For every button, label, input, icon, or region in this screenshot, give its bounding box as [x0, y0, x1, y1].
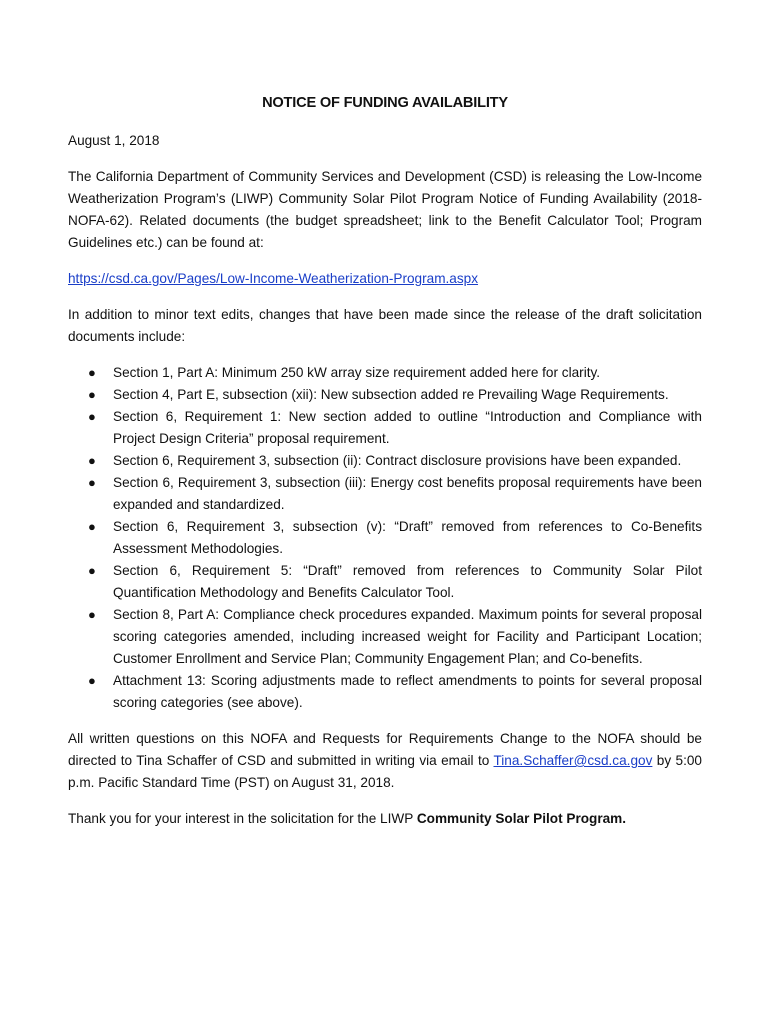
list-item-text: Section 6, Requirement 1: New section added to outline “Introduction and Compliance with Project Design Criteria” proposal requirement.	[113, 409, 702, 446]
list-item	[68, 450, 702, 472]
closing-text-before: All written questions on this NOFA and Requests for Requirements Change to the NOFA should be directed to Tina Schaffer of CSD and submitted in writing via email to	[68, 731, 702, 768]
bullet-icon: ●	[88, 387, 96, 402]
closing-paragraph	[68, 728, 702, 794]
list-item-text: Section 6, Requirement 3, subsection (iii): Energy cost benefits proposal requirements have been expanded and standardized.	[113, 475, 702, 512]
bullet-icon: ●	[88, 607, 96, 622]
list-item-text: Section 6, Requirement 3, subsection (v): “Draft” removed from references to Co-Benefits Assessment Methodologies.	[113, 519, 702, 556]
program-name: Community Solar Pilot Program.	[416, 811, 627, 826]
list-item	[68, 384, 702, 406]
link-paragraph	[68, 268, 702, 290]
list-item-text: Section 8, Part A: Compliance check procedures expanded. Maximum points for several proposal scoring categories amended, including increased weight for Facility and Participant Location; Customer Enrollment and Service Plan; Community Engagement Plan; and Co-benefits.	[113, 607, 702, 666]
list-item	[68, 560, 702, 604]
list-item-text: Section 6, Requirement 3, subsection (ii): Contract disclosure provisions have been expanded.	[113, 453, 682, 468]
document-date: August 1, 2018	[68, 133, 160, 148]
bullet-icon: ●	[88, 519, 96, 534]
bullet-icon: ●	[88, 453, 96, 468]
changes-list	[68, 362, 702, 714]
bullet-icon: ●	[88, 365, 96, 380]
thanks-paragraph	[68, 808, 702, 830]
changes-intro-paragraph: In addition to minor text edits, changes that have been made since the release of the draft solicitation documents include:	[68, 307, 702, 344]
bullet-icon: ●	[88, 409, 96, 424]
list-item	[68, 604, 702, 670]
intro-paragraph: The California Department of Community Services and Development (CSD) is releasing the Low-Income Weatherization Program’s (LIWP) Community Solar Pilot Program Notice of Funding Availability (2018-NOFA-62). Related documents (the budget spreadsheet; link to the Benefit Calculator Tool; Program Guidelines etc.) can be found at:	[68, 169, 702, 250]
list-item	[68, 670, 702, 714]
bullet-icon: ●	[88, 475, 96, 490]
list-item-text: Section 1, Part A: Minimum 250 kW array size requirement added here for clarity.	[113, 365, 601, 380]
bullet-icon: ●	[88, 563, 96, 578]
thanks-text: Thank you for your interest in the solicitation for the LIWP	[68, 811, 417, 826]
closing-text-after: by 5:00 p.m. Pacific Standard Time (PST) on August 31, 2018.	[68, 753, 702, 790]
list-item	[68, 516, 702, 560]
list-item	[68, 472, 702, 516]
document-title: NOTICE OF FUNDING AVAILABILITY	[262, 95, 508, 111]
program-page-link[interactable]: https://csd.ca.gov/Pages/Low-Income-Weatherization-Program.aspx	[68, 271, 479, 286]
list-item-text: Section 4, Part E, subsection (xii): New subsection added re Prevailing Wage Requirements.	[113, 387, 669, 402]
list-item-text: Attachment 13: Scoring adjustments made to reflect amendments to points for several proposal scoring categories (see above).	[113, 673, 702, 710]
document-page	[68, 92, 702, 830]
email-link[interactable]: Tina.Schaffer@csd.ca.gov	[493, 753, 653, 768]
list-item-text: Section 6, Requirement 5: “Draft” removed from references to Community Solar Pilot Quantification Methodology and Benefits Calculator Tool.	[113, 563, 702, 600]
bullet-icon: ●	[88, 673, 96, 688]
list-item	[68, 362, 702, 384]
list-item	[68, 406, 702, 450]
